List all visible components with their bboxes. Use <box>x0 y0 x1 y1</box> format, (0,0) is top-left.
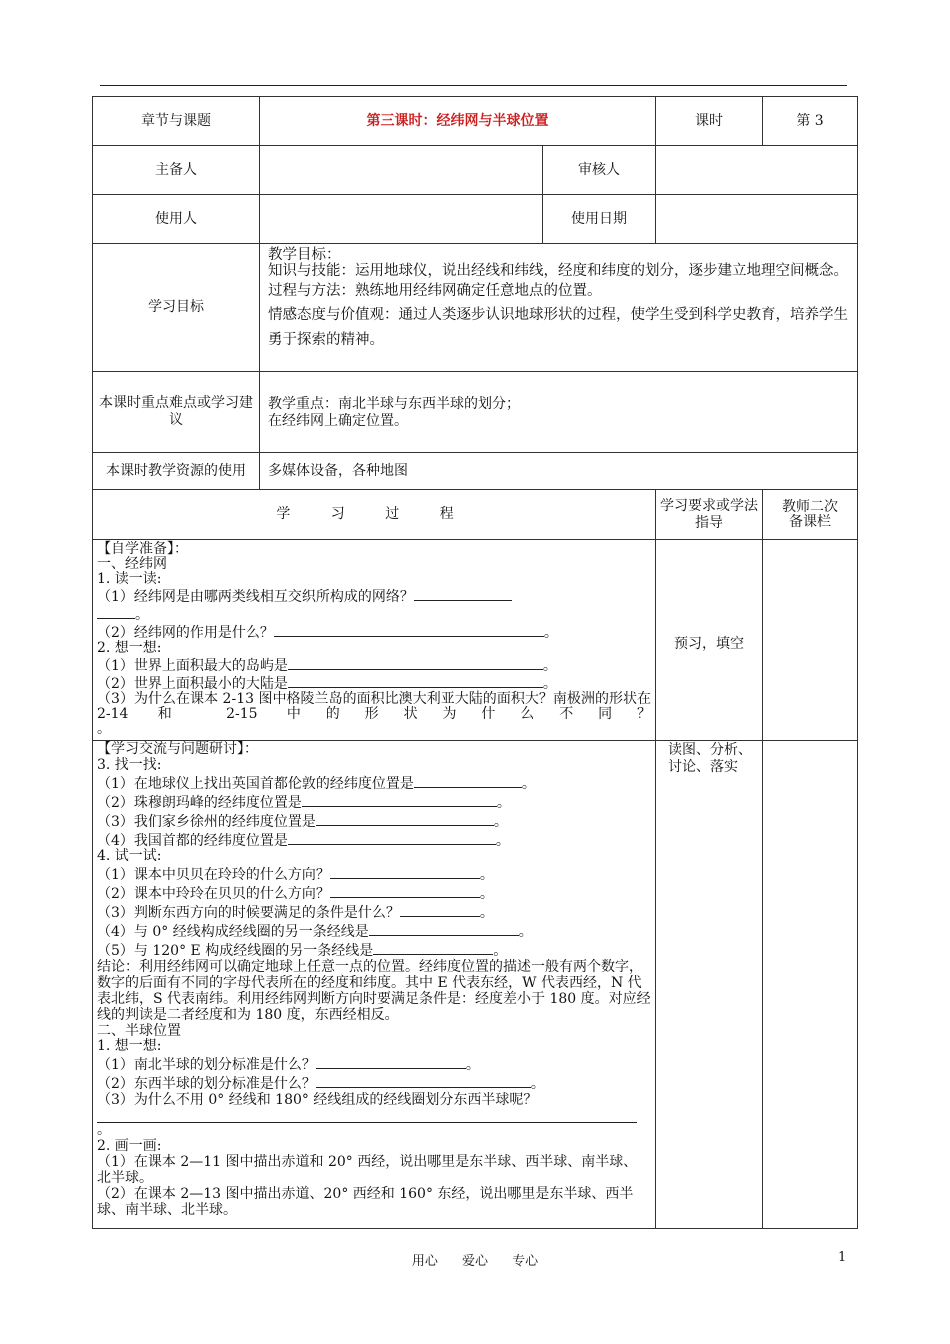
question-row: （2）课本中玲玲在贝贝的什么方向？ 。 <box>97 886 494 903</box>
header-row <box>93 97 858 146</box>
discussion-line: 2. 画一画: <box>97 1137 162 1154</box>
answer-blank[interactable] <box>288 674 543 688</box>
answer-blank[interactable] <box>274 623 544 637</box>
objectives-content <box>260 244 858 372</box>
resources-value: 多媒体设备，各种地图 <box>260 453 858 490</box>
lesson-title: 第三课时：经纬网与半球位置 <box>260 97 656 146</box>
answer-blank[interactable] <box>316 1055 466 1069</box>
discussion-line: 4. 试一试: <box>97 848 162 865</box>
self-study-guidance: 预习，填空 <box>656 540 763 741</box>
question-text: （5）与 120° E 构成经线圈的另一条经线是 <box>97 942 374 959</box>
question-row: （2）经纬网的作用是什么？ 。 <box>97 625 558 641</box>
teacher-notes-header: 教师二次备课栏 <box>763 490 858 540</box>
question-text: （3）判断东西方向的时候要满足的条件是什么？ <box>97 905 400 922</box>
use-date-label: 使用日期 <box>543 195 656 244</box>
question-row: （1）南北半球的划分标准是什么？ 。 <box>97 1057 480 1074</box>
preparer-value[interactable] <box>260 146 543 195</box>
discussion-line: 【学习交流与问题研讨】： <box>97 741 258 757</box>
key-points-line: 教学重点：南北半球与东西半球的划分； <box>268 396 520 412</box>
answer-blank[interactable] <box>97 605 135 619</box>
answer-blank[interactable] <box>373 941 493 955</box>
user-value[interactable] <box>260 195 543 244</box>
question-row: （3）判断东西方向的时候要满足的条件是什么？ 。 <box>97 905 494 922</box>
key-points-label: 本课时重点难点或学习建议 <box>93 372 260 453</box>
question-row: （4）我国首都的经纬度位置是 。 <box>97 832 510 849</box>
answer-blank[interactable] <box>288 656 543 670</box>
question-text: （2）课本中玲玲在贝贝的什么方向？ <box>97 886 330 903</box>
self-study-line: （3）为什么在课本 2-13 图中格陵兰岛的面积比澳大利亚大陆的面积大？南极洲的形状在 2-14 和 2-15 中的形状为什么不同？ <box>97 691 652 722</box>
key-points-content <box>260 372 858 453</box>
resources-label: 本课时教学资源的使用 <box>93 453 260 490</box>
objectives-line: 过程与方法：熟练地用经纬网确定任意地点的位置。 <box>268 283 602 299</box>
question-text: （2）世界上面积最小的大陆是 <box>97 676 288 692</box>
question-row: （1）课本中贝贝在玲玲的什么方向？ 。 <box>97 867 494 884</box>
question-text: （1）南北半球的划分标准是什么？ <box>97 1057 316 1074</box>
answer-blank[interactable] <box>369 922 519 936</box>
answer-blank[interactable] <box>400 903 480 917</box>
discussion-line: 二、半球位置 <box>97 1022 181 1039</box>
answer-blank[interactable] <box>330 884 480 898</box>
discussion-line: （3）为什么不用 0° 经线和 180° 经线组成的经线圈划分东西半球呢？ <box>97 1092 538 1109</box>
objectives-line: 教学目标： <box>268 247 341 263</box>
question-text: （3）我们家乡徐州的经纬度位置是 <box>97 813 316 830</box>
discussion-teacher-notes[interactable] <box>763 741 858 1229</box>
question-row: （2）世界上面积最小的大陆是 。 <box>97 676 557 692</box>
self-study-row <box>93 540 858 741</box>
use-date-value[interactable] <box>656 195 858 244</box>
question-row: （2）东西半球的划分标准是什么？ 。 <box>97 1076 545 1093</box>
question-text: （1）经纬网是由哪两类线相互交织所构成的网络？ <box>97 589 414 605</box>
question-text: （4）与 0° 经线构成经线圈的另一条经线是 <box>97 924 369 941</box>
self-study-line: 一、经纬网 <box>97 556 167 572</box>
objectives-row <box>93 244 858 372</box>
answer-blank[interactable] <box>302 793 497 807</box>
question-text: （4）我国首都的经纬度位置是 <box>97 832 288 849</box>
user-row <box>93 195 858 244</box>
key-points-line: 在经纬网上确定位置。 <box>268 413 408 429</box>
self-study-content <box>93 540 656 741</box>
question-row: （3）我们家乡徐州的经纬度位置是 。 <box>97 813 508 830</box>
discussion-content <box>93 741 656 1229</box>
reviewer-value[interactable] <box>656 146 858 195</box>
question-row <box>97 605 651 623</box>
question-text: （1）课本中贝贝在玲玲的什么方向？ <box>97 867 330 884</box>
question-text: （2）珠穆朗玛峰的经纬度位置是 <box>97 794 302 811</box>
discussion-line: （1）在课本 2—11 图中描出赤道和 20° 西经，说出哪里是东半球、西半球、南半球、北半球。 <box>97 1153 638 1186</box>
answer-blank[interactable] <box>316 812 494 826</box>
chapter-label: 章节与课题 <box>93 97 260 146</box>
discussion-guidance: 读图、分析、讨论、落实 <box>656 741 763 1229</box>
objectives-line: 知识与技能：运用地球仪，说出经线和纬线，经度和纬度的划分，逐步建立地理空间概念。 <box>268 263 848 279</box>
period-mark: 。 <box>135 607 149 623</box>
question-text: （1）世界上面积最大的岛屿是 <box>97 658 288 674</box>
page-number: 1 <box>838 1250 847 1265</box>
question-row: （5）与 120° E 构成经线圈的另一条经线是 。 <box>97 942 508 959</box>
self-study-line: 【自学准备】： <box>97 541 188 557</box>
user-label: 使用人 <box>93 195 260 244</box>
objectives-line: 情感态度与价值观：通过人类逐步认识地球形状的过程，使学生受到科学史教育，培养学生勇于探索的精神。 <box>268 307 848 348</box>
self-study-teacher-notes[interactable] <box>763 540 858 741</box>
process-header-row <box>93 490 858 540</box>
guidance-header: 学习要求或学法指导 <box>656 490 763 540</box>
lesson-plan-table <box>92 96 858 1229</box>
question-row: （1）世界上面积最大的岛屿是 。 <box>97 658 557 674</box>
header-rule <box>100 85 847 86</box>
question-row: （4）与 0° 经线构成经线圈的另一条经线是 。 <box>97 924 533 941</box>
question-row: （2）珠穆朗玛峰的经纬度位置是 。 <box>97 794 511 811</box>
self-study-line: 1. 读一读: <box>97 571 162 587</box>
answer-blank[interactable] <box>288 831 496 845</box>
conclusion-paragraph: 结论：利用经纬网可以确定地球上任意一点的位置。经纬度位置的描述一般有两个数字，数字的后面有不同的字母代表所在的经度和纬度。其中 E 代表东经，W 代表西经，N 代表北纬，S 代表南纬。利用经纬网判断方向时要满足条件是：经度差小于 180 度。对应经线的判读是二者经度和为 180 度，东西经相反。 <box>97 958 651 1023</box>
question-row <box>97 587 651 605</box>
question-row: （1）在地球仪上找出英国首都伦敦的经纬度位置是 。 <box>97 775 536 792</box>
discussion-line: （2）在课本 2—13 图中描出赤道、20° 西经和 160° 东经，说出哪里是东半球、西半球、南半球、北半球。 <box>97 1185 634 1218</box>
answer-blank[interactable] <box>330 865 480 879</box>
question-text: （2）东西半球的划分标准是什么？ <box>97 1076 316 1093</box>
discussion-line: 1. 想一想: <box>97 1038 162 1055</box>
question-text: （2）经纬网的作用是什么？ <box>97 625 274 641</box>
question-text: （1）在地球仪上找出英国首都伦敦的经纬度位置是 <box>97 775 414 792</box>
period-label: 课时 <box>656 97 763 146</box>
resources-row <box>93 453 858 490</box>
preparer-label: 主备人 <box>93 146 260 195</box>
preparer-row <box>93 146 858 195</box>
key-points-row <box>93 372 858 453</box>
self-study-line: 。 <box>97 721 111 737</box>
answer-blank[interactable] <box>414 774 522 788</box>
period-value: 第 3 <box>763 97 858 146</box>
discussion-row <box>93 741 858 1229</box>
footer-motto: 用心 爱心 专心 <box>411 1254 539 1269</box>
answer-blank[interactable] <box>414 587 512 601</box>
period-mark: 。 <box>97 1122 111 1139</box>
self-study-line: 2. 想一想: <box>97 640 162 656</box>
objectives-label: 学习目标 <box>93 244 260 372</box>
discussion-line: 3. 找一找: <box>97 756 162 773</box>
reviewer-label: 审核人 <box>543 146 656 195</box>
process-header: 学 习 过 程 <box>93 490 656 540</box>
answer-blank[interactable] <box>316 1074 531 1088</box>
